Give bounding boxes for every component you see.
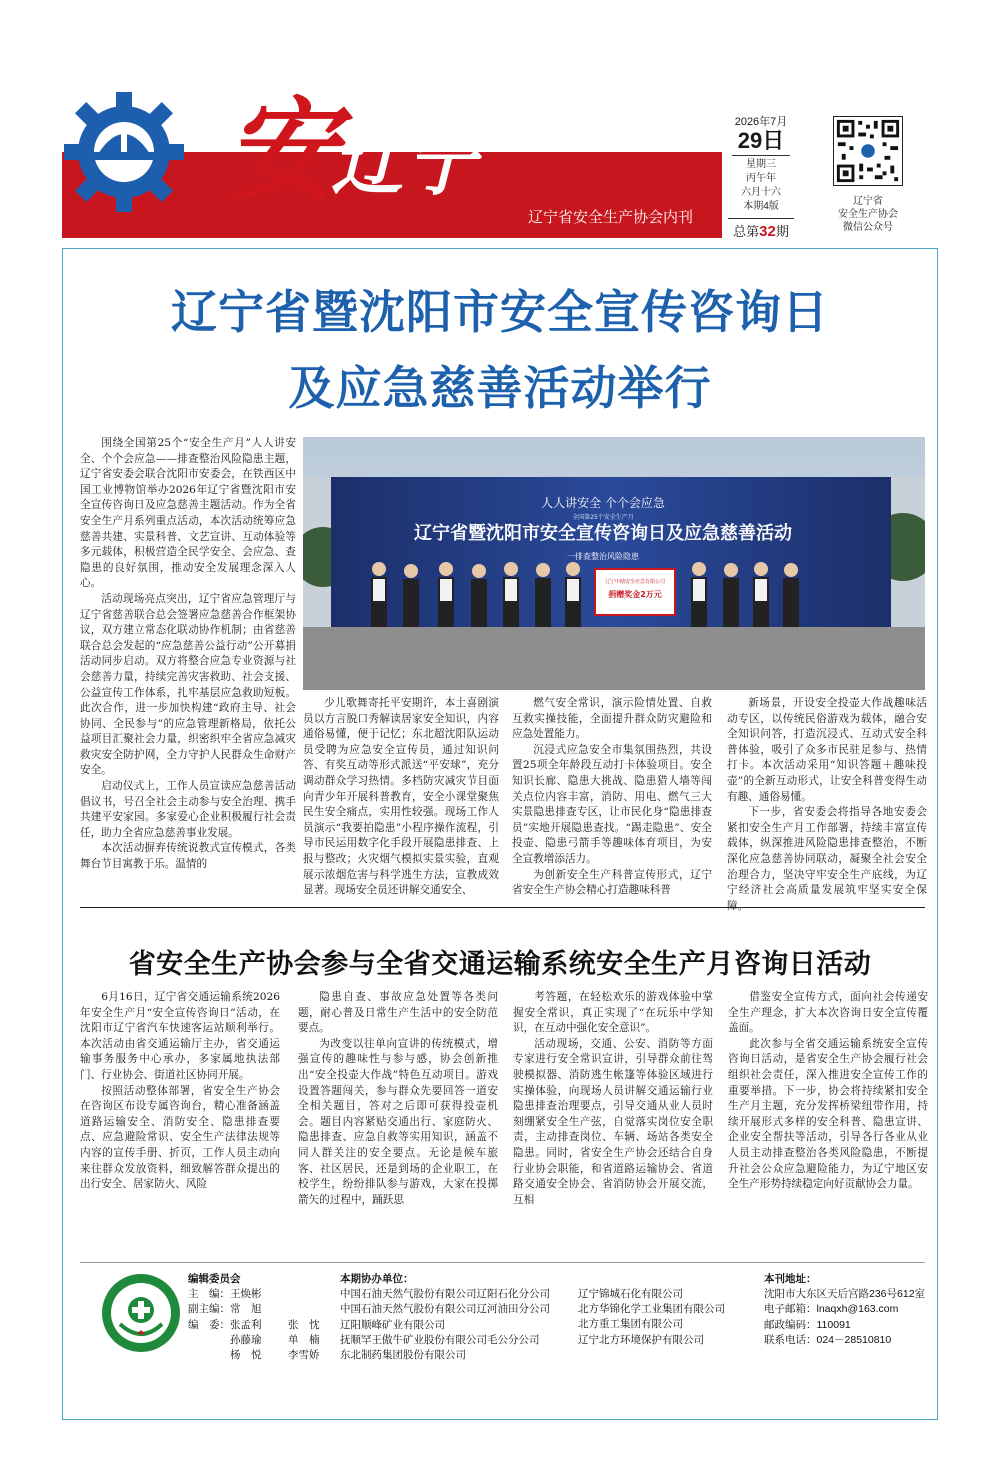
masthead-title-rest: 辽宁: [331, 120, 480, 205]
event-photo: [303, 437, 925, 690]
member-name: 张 忱: [288, 1318, 320, 1331]
paragraph: 此次参与全省交通运输系统安全宣传咨询日活动，是省安全生产协会履行社会组织社会责任，深入推进安全宣传工作的重要举措。下一步，协会将持续紧扣安全生产月主题，充分发挥桥梁纽带作用，持续开展形式多样的安全科普、隐患宣讲、企业安全帮扶等活动，引导各行各业从业人员主动排查整治各类风险隐患，不断提升社会公众应急避险能力，为辽宁地区安全生产形势持续稳定向好贡献协会力量。: [728, 1037, 928, 1191]
qr-caption-line: 辽宁省: [853, 196, 883, 207]
member-name: 李雪娇: [288, 1349, 320, 1362]
second-column-1: [80, 990, 280, 1193]
second-headline: 省安全生产协会参与全省交通运输系统安全生产月咨询日活动: [128, 949, 872, 980]
date-lunar-date: 六月十六: [741, 187, 781, 198]
lead-headline-line1: 辽宁省暨沈阳市安全宣传咨询日: [171, 285, 829, 339]
paragraph: 为改变以往单向宣讲的传统模式，增强宣传的趣味性与参与感，协会创新推出“安全投壶大作战”特色互动项目。游戏设置答题闯关，参与群众先要回答一道安全相关题目，答对之后即可获得投壶机会。题目内容紧贴交通出行、家庭防火、隐患排查、应急自救等实用知识，涵盖不同人群关注的安全要点。无论是候车旅客、社区居民，还是到场的企业职工，在校学生，纷纷排队参与游戏，大家在投掷箭矢的过程中，踊跃思: [298, 1037, 498, 1206]
date-box: [728, 113, 794, 240]
paragraph: 活动现场亮点突出，辽宁省应急管理厅与辽宁省慈善联合总会签署应急慈善合作框架协议，双方建立常态化联动协作机制；由省慈善联合总会发起的“应急慈善公益行动”公开募捐活动同步启动。双方将整合应急专业资源与社会慈善力量，持续完善灾害救助、社会支援、公益宣传工作体系，扎牢基层应急救助短板。此次合作，进一步加快构建“政府主导、社会协同、全民参与”的应急管理新格局，依托公益项目汇聚社会力量，织密织牢全省应急减灾救灾安全防护网，全力守护人民群众生命财产安全。: [80, 592, 296, 777]
committee-members: [188, 1318, 338, 1333]
second-column-2: [298, 990, 498, 1208]
committee-heading: 编辑委员会: [188, 1273, 241, 1285]
second-column-4: [728, 990, 928, 1193]
phone-label: 联系电话：: [764, 1333, 817, 1346]
sponsors-right: [578, 1287, 753, 1348]
issue-number: [728, 218, 794, 240]
lead-headline-line2: 及应急慈善活动举行: [288, 361, 712, 415]
lead-column-3: [512, 696, 712, 899]
banner-sub: 一排查整治风险隐患: [567, 552, 639, 561]
sponsor-item: 辽宁锦城石化有限公司: [578, 1288, 683, 1300]
sponsors-left: [340, 1272, 575, 1363]
association-seal-icon: [100, 1272, 182, 1354]
qr-caption-line: 安全生产协会: [838, 209, 898, 220]
deputy-name: 常 旭: [230, 1303, 262, 1316]
sponsor-item: 中国石油天然气股份有限公司辽阳石化分公司: [340, 1288, 550, 1301]
lead-column-4: [727, 696, 927, 914]
chief-name: 王焕彬: [230, 1288, 262, 1301]
date-edition: 本期4版: [743, 201, 779, 212]
paragraph: 少儿歌舞寄托平安期许，本土喜剧演员以方言脱口秀解读居家安全知识，内容通俗易懂，便于记忆；东北超沈阳队运动员受聘为应急安全宣传员，通过知识问答、有奖互动等形式派送“平安球”，充分调动群众学习热情。多档防灾减灾节目面向青少年开展科普教育，安全小课堂聚焦民生安全痛点，实用性较强。现场工作人员演示“我要拍隐患”小程序操作流程，引导市民运用数字化手段开展隐患排查、上报与整改；火灾烟气模拟实景实验，直观展示浓烟危害与科学逃生方法，宣教成效显著。现场安全员还讲解交通安全、: [303, 697, 499, 897]
issue-prefix: 总第: [733, 224, 760, 239]
qr-code-icon: [833, 116, 903, 186]
issue-suffix: 期: [775, 224, 789, 239]
date-lunar-year: 丙午年: [746, 173, 776, 184]
paragraph: 启动仪式上，工作人员宣读应急慈善活动倡议书，号召全社会主动参与安全治理、携手共建平安家园。多家爱心企业积极履行社会责任，助力全省应急慈善事业发展。: [80, 780, 296, 839]
editorial-committee: [188, 1272, 338, 1363]
chief-label: 主 编：: [188, 1288, 230, 1301]
paragraph: 燃气安全常识，演示险情处置、自救互救实操技能，全面提升群众防灾避险和应急处置能力。: [512, 697, 712, 741]
member-name: 孙藤瑜: [230, 1333, 262, 1346]
sponsor-item: 辽阳顺峰矿业有限公司: [340, 1318, 445, 1331]
masthead-title-main: 安: [225, 86, 331, 217]
phone-value: 024－28510810: [816, 1333, 892, 1346]
deputy-label: 副主编：: [188, 1303, 230, 1316]
sponsor-item: 北方华锦化学工业集团有限公司: [578, 1303, 725, 1316]
qr-caption-line: 微信公众号: [843, 222, 893, 233]
member-name: 张孟利: [230, 1318, 262, 1331]
paragraph: 考答题，在轻松欢乐的游戏体验中掌握安全常识，真正实现了“在玩乐中学知识，在互动中强化安全意识”。: [513, 991, 713, 1035]
paragraph: 本次活动摒弃传统说教式宣传模式，各类舞台节目寓教于乐。温情的: [80, 842, 296, 871]
member-name: 单 楠: [288, 1333, 320, 1346]
gear-helmet-logo-icon: [62, 90, 222, 240]
address-heading: 本刊地址：: [764, 1273, 817, 1285]
paragraph: 围绕全国第25个“安全生产月”人人讲安全、个个会应急——排查整治风险隐患主题，辽宁省安委会联合沈阳市安委会，在铁西区中国工业博物馆举办2026年辽宁省暨沈阳市安全宣传咨询日及应急慈善主题活动。作为全省安全生产月系列重点活动，本次活动统筹应急慈善共建、实景科普、文艺宣讲、互动体验等多元载体，积极营造全民学安全、会应急、查隐患的良好氛围，推动安全发展理念深入人心。: [80, 437, 296, 590]
date-day: 29日: [737, 128, 785, 153]
contact-info: [764, 1272, 929, 1348]
paragraph: 下一步，省安委会将指导各地安委会紧扣安全生产月工作部署，持续丰富宣传载体，纵深推进风险隐患排查整治，不断深化应急慈善协同联动，凝聚全社会安全治理合力，坚决守牢安全生产底线，为辽宁经济社会高质量发展筑牢坚实安全保障。: [727, 806, 927, 912]
members-label: 编 委：: [188, 1318, 230, 1331]
board-line1: 辽宁中储安全应急有限公司: [604, 579, 666, 585]
lead-column-2: [303, 696, 499, 899]
paragraph: 按照活动整体部署，省安全生产协会在咨询区布设专属咨询台，精心准备涵盖道路运输安全、消防安全、隐患排查要点、应急避险常识、安全生产法律法规等内容的宣传手册、折页，工作人员主动向来往群众发放资料，细致解答群众提出的出行安全、居家防火、风险: [80, 1084, 280, 1191]
paragraph: 新场景，开设安全投壶大作战趣味活动专区，以传统民俗游戏为载体，融合安全知识问答，打造沉浸式、互动式安全科普体验，吸引了众多市民驻足参与、热情打卡。本次活动采用“知识答题＋趣味投壶”的全新互动形式，让安全科普变得生动有趣、通俗易懂。: [727, 697, 927, 803]
masthead-subtitle: 辽宁省安全生产协会内刊: [528, 209, 694, 226]
chief-editor: [188, 1287, 338, 1302]
paragraph: 6月16日，辽宁省交通运输系统2026年安全生产月“安全宣传咨询日”活动，在沈阳市辽宁省汽车快速客运站顺利举行。本次活动由省交通运输厅主办，省交通运输事务服务中心承办，多家属地执法部门、行业协会、街道社区协同开展。: [80, 991, 280, 1081]
member-name: 杨 悦: [230, 1349, 262, 1362]
sponsor-item: 中国石油天然气股份有限公司辽河油田分公司: [340, 1303, 550, 1316]
date-rule: [732, 155, 790, 156]
postcode-value: 110091: [816, 1318, 851, 1331]
postcode-row: [764, 1318, 929, 1333]
email-value: lnaqxh@163.com: [816, 1303, 899, 1316]
date-weekday: 星期三: [746, 159, 776, 170]
sponsor-item: 东北制药集团股份有限公司: [340, 1349, 466, 1362]
committee-members: [188, 1333, 338, 1348]
banner-top: 人人讲安全 个个会应急: [541, 496, 665, 510]
board-line2: 捐赠奖金2万元: [608, 590, 662, 599]
postcode-label: 邮政编码：: [764, 1318, 817, 1331]
banner-small: 全国第25个安全生产月: [572, 514, 634, 521]
date-year-month: 2026年7月: [734, 116, 788, 128]
sponsors-heading: 本期协办单位：: [340, 1273, 414, 1285]
sponsor-item: 抚顺罕王傲牛矿业股份有限公司毛公分公司: [340, 1333, 540, 1346]
email-row: [764, 1302, 929, 1317]
address: 沈阳市大东区天后宫路236号612室: [764, 1288, 926, 1301]
sponsor-item: 辽宁北方环境保护有限公司: [578, 1333, 704, 1346]
paragraph: 为创新安全生产科普宣传形式，辽宁省安全生产协会精心打造趣味科普: [512, 868, 712, 897]
paragraph: 活动现场，交通、公安、消防等方面专家进行安全常识宣讲，引导群众前往驾驶模拟器、消防逃生帐篷等体验区域进行实操体验，向现场人员讲解交通运输行业隐患排查治理要点，引导交通从业人员时刻绷紧安全生产弦，自觉落实岗位安全职责，主动排查岗位、车辆、场站各类安全隐患。同时，省安全生产协会还结合自身行业协会职能，和省道路运输协会、省道路交通安全协会、省消防协会开展交流，互相: [513, 1037, 713, 1206]
committee-members: [188, 1348, 338, 1363]
qr-caption: [815, 195, 921, 234]
masthead: [0, 0, 1000, 250]
second-column-3: [513, 990, 713, 1208]
banner-main: 辽宁省暨沈阳市安全宣传咨询日及应急慈善活动: [414, 523, 792, 544]
paragraph: 隐患自查、事故应急处置等各类问题，耐心普及日常生产生活中的安全防范要点。: [298, 991, 498, 1035]
issue-no: 32: [759, 223, 776, 240]
email-label: 电子邮箱：: [764, 1303, 817, 1316]
paragraph: 借鉴安全宣传方式，面向社会传递安全生产理念，扩大本次咨询日安全宣传覆盖面。: [728, 991, 928, 1035]
deputy-editor: [188, 1302, 338, 1317]
paragraph: 沉浸式应急安全市集氛围热烈，共设置25项全年龄段互动打卡体验项目。安全知识长廊、隐患大挑战、隐患猎人墙等闯关点位内容丰富，消防、用电、燃气三大实景隐患排查专区，让市民化身“隐患排查员”实地开展隐患查找。“踢走隐患”、安全投壶、隐患弓箭手等趣味体育项目，为安全宣教增添活力。: [512, 743, 712, 865]
sponsor-item: 北方重工集团有限公司: [578, 1318, 683, 1331]
phone-row: [764, 1333, 929, 1348]
masthead-title: [225, 86, 480, 217]
section-divider: [80, 907, 925, 908]
lead-column-1: [80, 436, 296, 873]
